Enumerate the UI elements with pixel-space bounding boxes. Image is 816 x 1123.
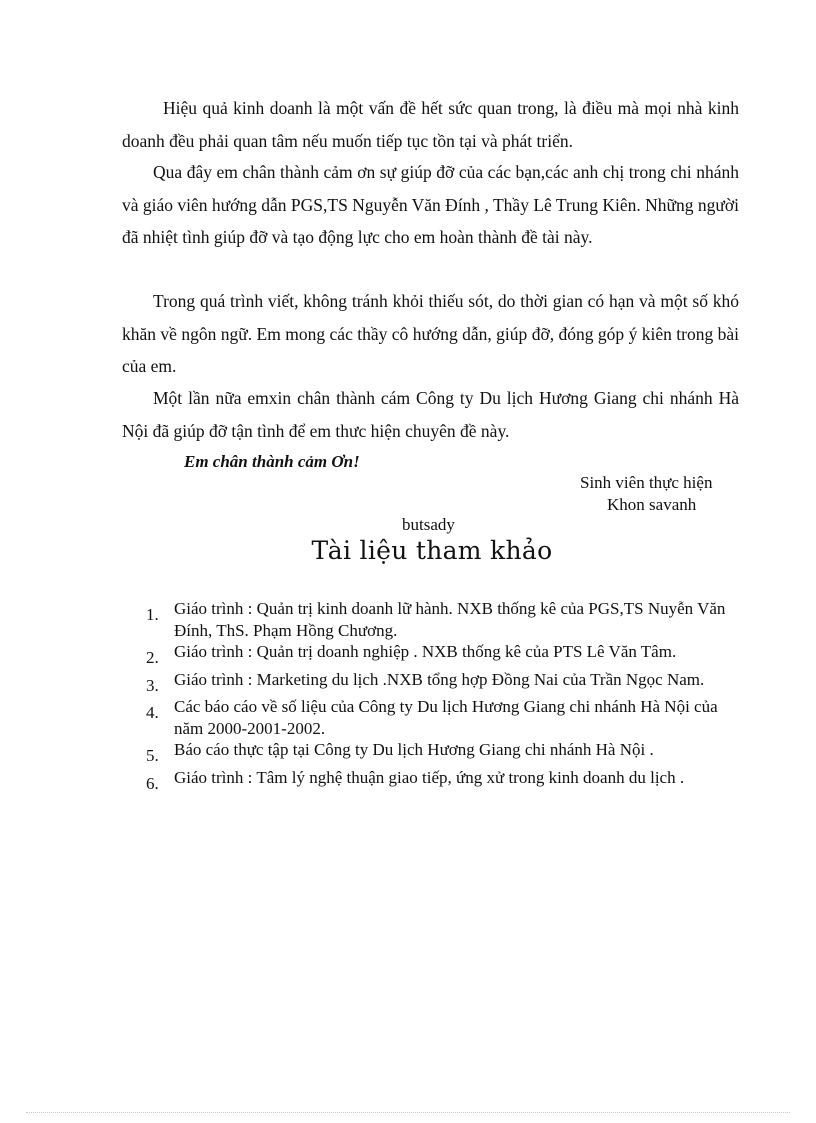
reference-text: Giáo trình : Tâm lý nghệ thuận giao tiếp, ứng xử trong kinh doanh du lịch . xyxy=(174,767,685,787)
paragraph-shortcomings: Trong quá trình viết, không tránh khỏi thiếu sót, do thời gian có hạn và một số khó khăn về ngôn ngữ. Em mong các thầy cô hướng dẫn, giúp đỡ, đóng góp ý kiên trong bài của em. xyxy=(122,291,739,376)
reference-number: 3. xyxy=(146,675,159,695)
reference-number: 4. xyxy=(146,703,159,722)
reference-text: Giáo trình : Quản trị doanh nghiệp . NXB thống kê của PTS Lê Văn Tâm. xyxy=(174,642,677,661)
paragraph-thanks: Qua đây em chân thành cảm ơn sự giúp đỡ của các bạn,các anh chị trong chi nhánh và giáo viên hướng dẫn PGS,TS Nguyễn Văn Đính , Thầy Lê Trung Kiên. Những người đã nhiệt tình giúp đỡ và tạo động lực cho em hoàn thành đề tài này. xyxy=(122,162,739,247)
reference-item xyxy=(146,767,726,795)
reference-item xyxy=(146,598,726,641)
references-list xyxy=(146,598,726,794)
references-title: Tài liệu tham khảo xyxy=(311,536,553,565)
reference-text: Giáo trình : Marketing du lịch .NXB tổng hợp Đồng Nai của Trần Ngọc Nam. xyxy=(174,669,705,689)
page-bottom-divider xyxy=(26,1112,790,1113)
closing-line: Em chân thành cảm Ơn! xyxy=(184,452,360,471)
reference-number: 2. xyxy=(146,648,159,667)
reference-text: Giáo trình : Quản trị kinh doanh lữ hành. NXB thống kê của PGS,TS Nuyễn Văn Đính, ThS. Phạm Hồng Chương. xyxy=(174,599,726,640)
reference-text: Báo cáo thực tập tại Công ty Du lịch Hương Giang chi nhánh Hà Nội . xyxy=(174,740,654,759)
reference-number: 1. xyxy=(146,605,159,624)
reference-number: 6. xyxy=(146,773,159,793)
reference-number: 5. xyxy=(146,746,159,765)
reference-text: Các báo cáo về số liệu của Công ty Du lịch Hương Giang chi nhánh Hà Nội của năm 2000-2001-2002. xyxy=(174,697,718,738)
signature-name-line1: Khon savanh xyxy=(607,495,697,514)
signature-name-line2: butsady xyxy=(402,515,455,534)
paragraph-efficiency: Hiệu quả kinh doanh là một vấn đề hết sức quan trong, là điều mà mọi nhà kinh doanh đều phải quan tâm nếu muốn tiếp tục tồn tại và phát triển. xyxy=(122,98,739,151)
paragraph-thanks-company: Một lần nữa emxin chân thành cám Công ty Du lịch Hương Giang chi nhánh Hà Nội đã giúp đỡ tận tình để em thưc hiện chuyên đề này. xyxy=(122,388,739,441)
reference-item xyxy=(146,739,726,767)
reference-item xyxy=(146,641,726,669)
signature-role: Sinh viên thực hiện xyxy=(580,473,713,492)
reference-item xyxy=(146,669,726,697)
reference-item xyxy=(146,696,726,739)
